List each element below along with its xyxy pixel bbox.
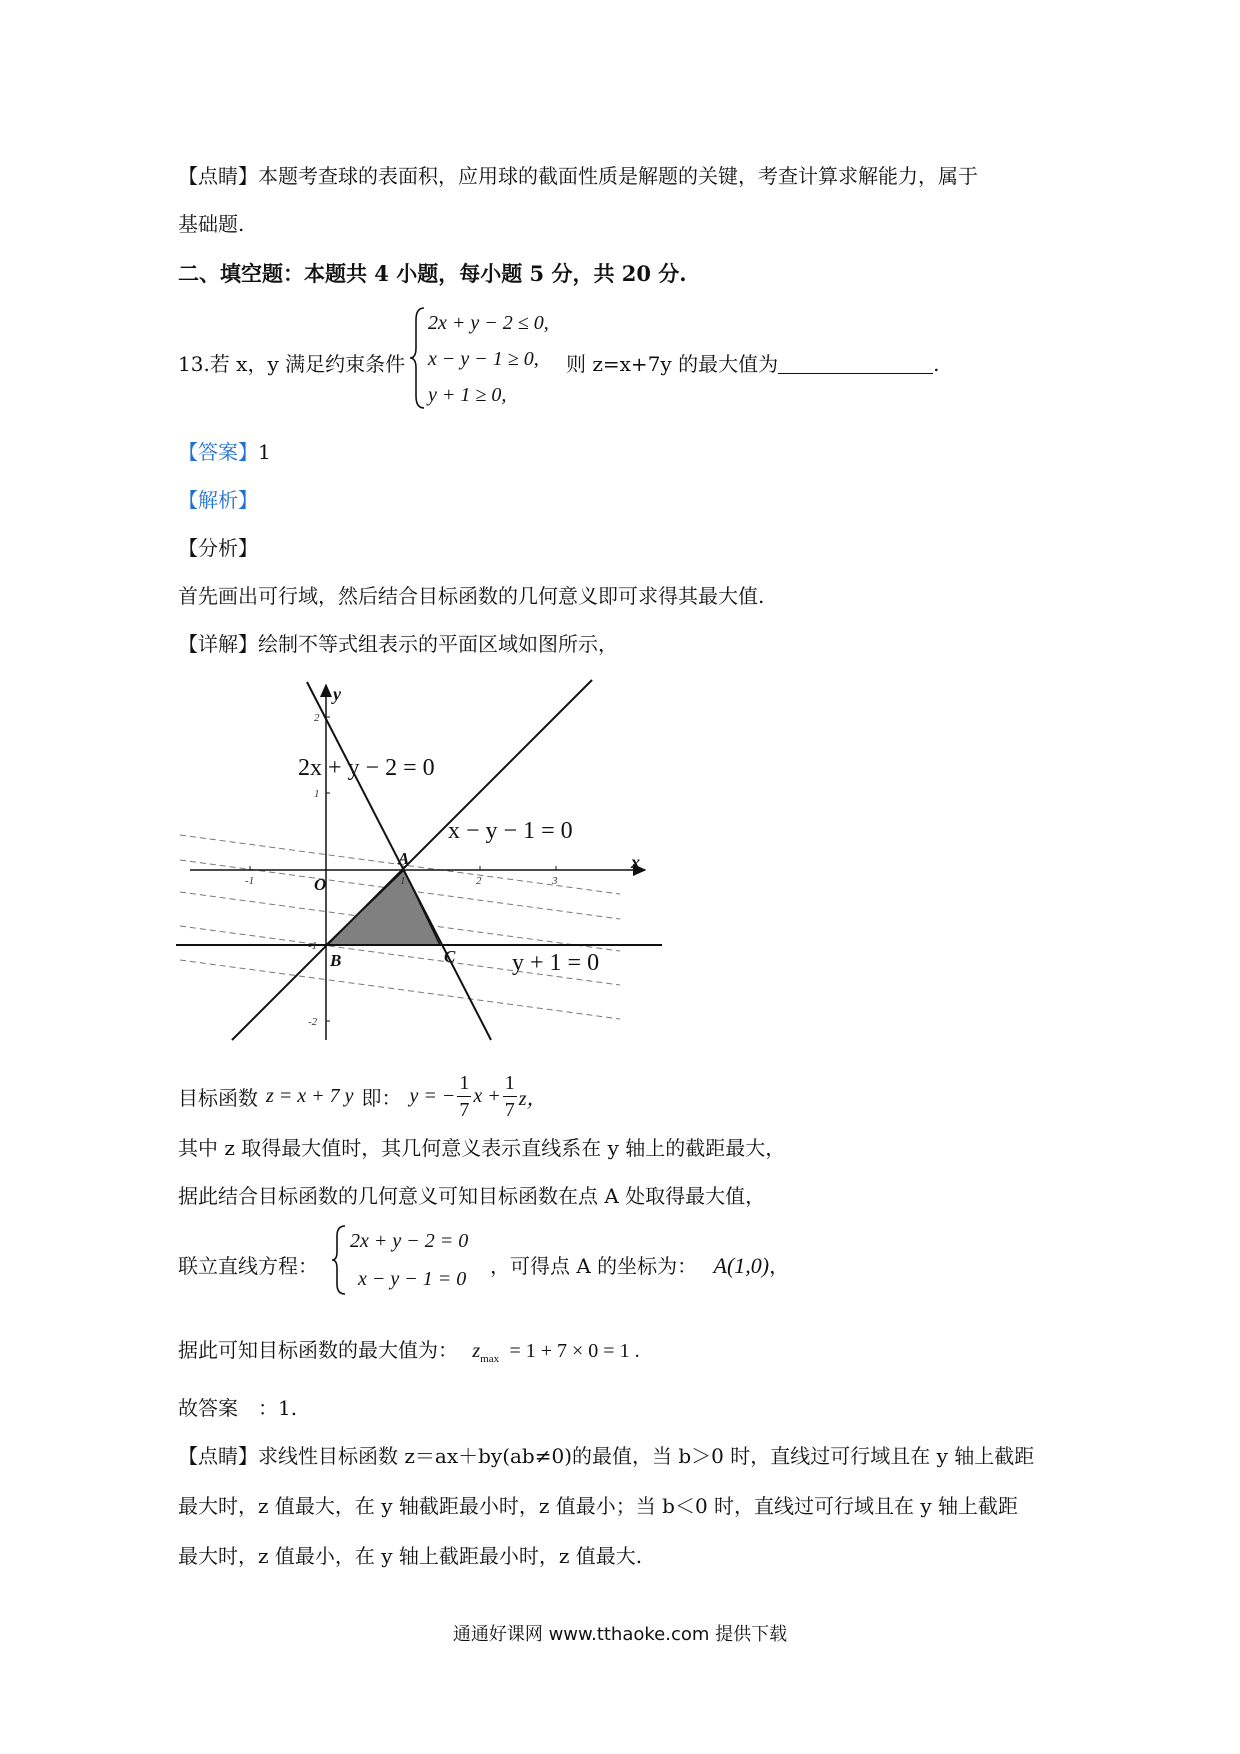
objective-y-eq: y = − bbox=[409, 1085, 456, 1107]
objective-formula: z = x + 7 y bbox=[266, 1085, 354, 1107]
maxval-sub: max bbox=[480, 1353, 500, 1365]
section-title: 二、填空题：本题共 4 小题，每小题 5 分，共 20 分. bbox=[178, 261, 687, 286]
fraction-1-num: 1 bbox=[457, 1070, 471, 1097]
q13-brace bbox=[408, 306, 428, 410]
xiangjie-tag: 【详解】 bbox=[178, 632, 258, 656]
fraction-1 bbox=[457, 1070, 471, 1123]
dianjing-1-text1: 本题考查球的表面积，应用球的截面性质是解题的关键，考查计算求解能力，属于 bbox=[258, 164, 978, 188]
dianjing-2-line1 bbox=[178, 1440, 1034, 1469]
fraction-1-den: 7 bbox=[459, 1099, 470, 1121]
tick-y-2: 2 bbox=[314, 712, 320, 724]
objective-x-plus: x + bbox=[473, 1085, 501, 1107]
tick-y-neg2: -2 bbox=[308, 1016, 318, 1028]
label-line-x-minus-y: x − y − 1 = 0 bbox=[448, 818, 573, 844]
fenxi-tag: 【分析】 bbox=[178, 536, 258, 560]
point-b-label: B bbox=[330, 951, 342, 970]
origin-label: O bbox=[314, 875, 327, 894]
fraction-2 bbox=[503, 1070, 517, 1123]
lianli-prefix: 联立直线方程： bbox=[178, 1254, 318, 1278]
q13-end: . bbox=[933, 352, 940, 376]
maxval-expr: = 1 + 7 × 0 = 1 . bbox=[509, 1340, 640, 1362]
q13-prefix: 13.若 x，y 满足约束条件 bbox=[178, 352, 406, 376]
lianli-brace bbox=[330, 1224, 348, 1296]
maxval-z: z bbox=[472, 1340, 481, 1362]
fraction-2-den: 7 bbox=[504, 1099, 515, 1121]
tick-y-neg1: -1 bbox=[308, 940, 318, 952]
point-a-coord: A(1,0) bbox=[713, 1253, 770, 1278]
answer-value: 1 bbox=[258, 440, 271, 464]
jiexi-tag: 【解析】 bbox=[178, 488, 258, 512]
tick-x-2: 2 bbox=[476, 875, 482, 887]
tick-y-1: 1 bbox=[314, 788, 320, 800]
label-line-y-plus-1: y + 1 = 0 bbox=[512, 950, 600, 976]
lianli-end: ， bbox=[769, 1254, 790, 1278]
dianjing-2-tag: 【点睛】 bbox=[178, 1444, 258, 1468]
xiangjie-line bbox=[178, 628, 618, 657]
tick-x-1: 1 bbox=[400, 875, 406, 887]
fraction-2-num: 1 bbox=[503, 1070, 517, 1097]
dianjing-1-line2: 基础题. bbox=[178, 212, 245, 236]
page-footer: 通通好课网 www.tthaoke.com 提供下载 bbox=[452, 1624, 788, 1645]
axis-x-label: x bbox=[631, 852, 640, 872]
maxval-prefix: 据此可知目标函数的最大值为： bbox=[178, 1338, 458, 1362]
lianli-mid: ，可得点 A 的坐标为： bbox=[490, 1254, 698, 1278]
answer-blank bbox=[778, 353, 933, 374]
q13-constraint-2: x − y − 1 ≥ 0, bbox=[428, 348, 539, 370]
maxval-line bbox=[178, 1334, 640, 1365]
q13-constraint-1: 2x + y − 2 ≤ 0, bbox=[428, 312, 549, 334]
feasible-region-figure bbox=[170, 670, 670, 1050]
lianli-eq-2: x − y − 1 = 0 bbox=[358, 1268, 467, 1290]
answer-tag: 【答案】 bbox=[178, 440, 258, 464]
q13-suffix-line bbox=[566, 348, 939, 377]
dianjing-1-tag: 【点睛】 bbox=[178, 164, 258, 188]
q13-constraint-3: y + 1 ≥ 0, bbox=[428, 384, 507, 406]
dianjing-2-line3: 最大时，z 值最小，在 y 轴上截距最小时，z 值最大. bbox=[178, 1544, 643, 1568]
objective-mid: 即： bbox=[361, 1086, 402, 1110]
para-1: 其中 z 取得最大值时，其几何意义表示直线系在 y 轴上的截距最大， bbox=[178, 1136, 786, 1160]
dianjing-1-line1 bbox=[178, 160, 978, 189]
objective-line bbox=[178, 1070, 547, 1123]
xiangjie-text: 绘制不等式组表示的平面区域如图所示， bbox=[258, 632, 618, 656]
para-2: 据此结合目标函数的几何意义可知目标函数在点 A 处取得最大值， bbox=[178, 1184, 766, 1208]
tick-x-neg1: -1 bbox=[245, 875, 255, 887]
fenxi-text: 首先画出可行域，然后结合目标函数的几何意义即可求得其最大值. bbox=[178, 584, 765, 608]
lianli-result-line bbox=[490, 1250, 789, 1279]
point-a-label: A bbox=[398, 849, 410, 868]
axis-y-label: y bbox=[333, 684, 341, 704]
lianli-eq-1: 2x + y − 2 = 0 bbox=[350, 1230, 469, 1252]
dianjing-2-line2: 最大时，z 值最大，在 y 轴截距最小时，z 值最小；当 b＜0 时，直线过可行域且在 y 轴上截距 bbox=[178, 1494, 1019, 1518]
q13-suffix: 则 z=x+7y 的最大值为 bbox=[566, 352, 779, 376]
tick-x-3: 3 bbox=[552, 875, 558, 887]
label-line-2x-plus-y: 2x + y − 2 = 0 bbox=[298, 755, 435, 781]
answer-line bbox=[178, 436, 271, 465]
dianjing-2-text1: 求线性目标函数 z＝ax＋by(ab≠0)的最值，当 b＞0 时，直线过可行域且在 y 轴上截距 bbox=[258, 1444, 1035, 1468]
objective-z-end: z， bbox=[518, 1088, 547, 1110]
line-x-minus-y bbox=[232, 680, 592, 1040]
point-c-label: C bbox=[444, 947, 456, 966]
objective-prefix: 目标函数 bbox=[178, 1086, 258, 1110]
final-answer: 故答案 ：1. bbox=[178, 1396, 298, 1420]
